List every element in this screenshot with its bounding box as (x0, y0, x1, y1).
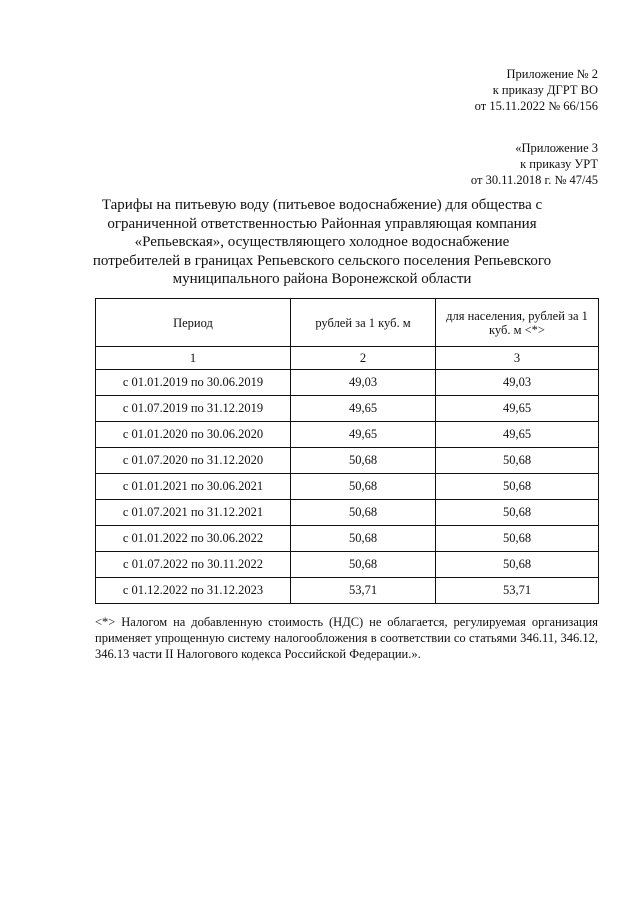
table-row (96, 526, 599, 552)
population-rate-cell: 50,68 (436, 500, 599, 526)
period-cell: с 01.12.2022 по 31.12.2023 (96, 578, 291, 604)
period-cell: с 01.01.2022 по 30.06.2022 (96, 526, 291, 552)
appendix-number: Приложение № 2 (506, 67, 598, 81)
population-rate-cell: 49,65 (436, 396, 599, 422)
tariff-table (95, 298, 599, 604)
appendix-header (475, 66, 598, 114)
column-number-row (96, 347, 599, 370)
rate-cell: 53,71 (291, 578, 436, 604)
vat-footnote: <*> Налогом на добавленную стоимость (НДС) не облагается, регулируемая организация применяет упрощенную систему налогообложения в соответствии со статьями 346.11, 346.12, 346.13 части II Налогового кодекса Российской Федерации.». (95, 615, 598, 661)
appendix-order-date: от 15.11.2022 № 66/156 (474, 99, 598, 113)
appendix-order-ref: к приказу ДГРТ ВО (492, 83, 598, 97)
rate-cell: 50,68 (291, 500, 436, 526)
rate-cell: 50,68 (291, 448, 436, 474)
original-appendix-order-date: от 30.11.2018 г. № 47/45 (470, 173, 598, 187)
rate-cell: 50,68 (291, 552, 436, 578)
period-cell: с 01.07.2019 по 31.12.2019 (96, 396, 291, 422)
table-row (96, 500, 599, 526)
table-row (96, 448, 599, 474)
table-header-row (96, 299, 599, 347)
period-cell: с 01.07.2020 по 31.12.2020 (96, 448, 291, 474)
header-period: Период (96, 299, 291, 347)
population-rate-cell: 49,65 (436, 422, 599, 448)
rate-cell: 49,65 (291, 396, 436, 422)
column-number: 1 (96, 347, 291, 370)
document-title: Тарифы на питьевую воду (питьевое водоснабжение) для общества с ограниченной ответственностью Районная управляющая компания «Репьевская», осуществляющего холодное водоснабжение потребителей в границах Репьевского сельского поселения Репьевского муниципального района Воронежской области (92, 197, 552, 288)
rate-cell: 50,68 (291, 526, 436, 552)
header-population-rate: для населения, рублей за 1 куб. м <*> (436, 299, 599, 347)
original-appendix-number: «Приложение 3 (515, 141, 598, 155)
table-row (96, 552, 599, 578)
period-cell: с 01.01.2019 по 30.06.2019 (96, 370, 291, 396)
population-rate-cell: 50,68 (436, 526, 599, 552)
table-row (96, 474, 599, 500)
population-rate-cell: 50,68 (436, 552, 599, 578)
population-rate-cell: 50,68 (436, 474, 599, 500)
population-rate-cell: 50,68 (436, 448, 599, 474)
table-row (96, 578, 599, 604)
period-cell: с 01.01.2020 по 30.06.2020 (96, 422, 291, 448)
period-cell: с 01.01.2021 по 30.06.2021 (96, 474, 291, 500)
column-number: 2 (291, 347, 436, 370)
period-cell: с 01.07.2021 по 31.12.2021 (96, 500, 291, 526)
table-row (96, 370, 599, 396)
period-cell: с 01.07.2022 по 30.11.2022 (96, 552, 291, 578)
rate-cell: 50,68 (291, 474, 436, 500)
header-rub-per-m3: рублей за 1 куб. м (291, 299, 436, 347)
column-number: 3 (436, 347, 599, 370)
population-rate-cell: 53,71 (436, 578, 599, 604)
population-rate-cell: 49,03 (436, 370, 599, 396)
table-row (96, 422, 599, 448)
original-appendix-header (471, 140, 598, 188)
rate-cell: 49,03 (291, 370, 436, 396)
original-appendix-order-ref: к приказу УРТ (520, 157, 598, 171)
table-row (96, 396, 599, 422)
rate-cell: 49,65 (291, 422, 436, 448)
